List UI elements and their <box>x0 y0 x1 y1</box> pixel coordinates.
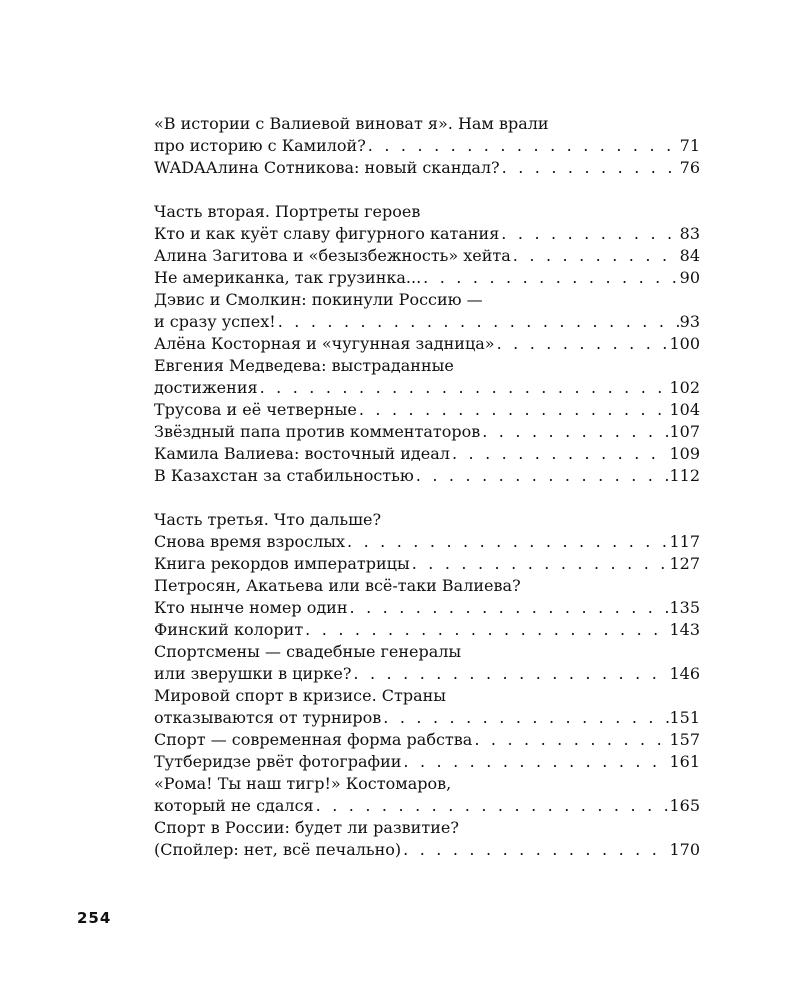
toc-page-number: 135 <box>669 598 700 617</box>
toc-entry-line <box>154 553 700 575</box>
toc-page-number: 170 <box>669 840 700 859</box>
toc-entry-title: В Казахстан за стабильностью <box>154 466 414 485</box>
toc-entry-title: Камила Валиева: восточный идеал <box>154 444 450 463</box>
toc-entry-line <box>154 157 700 179</box>
dot-leader <box>401 751 669 773</box>
toc-entry-line <box>154 333 700 355</box>
toc-entry-line <box>154 245 700 267</box>
toc-entry <box>154 773 700 817</box>
toc-page-number: 71 <box>679 136 700 155</box>
dot-leader <box>499 223 679 245</box>
toc-entry-line <box>154 619 700 641</box>
dot-leader <box>421 267 679 289</box>
toc-entry-title: и сразу успех! <box>154 312 276 331</box>
toc-entry-title: Дэвис и Смолкин: покинули Россию — <box>154 290 483 309</box>
toc-entry-title: Трусова и её четверные <box>154 400 357 419</box>
toc-page-number: 112 <box>669 466 700 485</box>
toc-entry-title: или зверушки в цирке? <box>154 664 352 683</box>
toc-entry-title: отказываются от турниров <box>154 708 382 727</box>
toc-page-number: 109 <box>669 444 700 463</box>
dot-leader <box>381 707 669 729</box>
dot-leader <box>495 333 670 355</box>
toc-entry <box>154 223 700 245</box>
toc-entry <box>154 465 700 487</box>
toc-entry-title: Алина Загитова и «безызбежность» хейта <box>154 246 511 265</box>
toc-entry <box>154 333 700 355</box>
toc-entry-title: Спортсмены — свадебные генералы <box>154 642 462 661</box>
toc-entry-line <box>154 377 700 399</box>
dot-leader <box>511 245 680 267</box>
toc-entry-line <box>154 597 700 619</box>
page-number: 254 <box>77 909 112 927</box>
toc-entry <box>154 685 700 729</box>
toc-page-number: 90 <box>679 268 700 287</box>
toc-entry-line <box>154 729 700 751</box>
toc-page-number: 93 <box>679 312 700 331</box>
section-gap <box>154 487 700 509</box>
dot-leader <box>303 619 669 641</box>
toc-entry-title: Снова время взрослых <box>154 532 346 551</box>
section-gap <box>154 179 700 201</box>
toc-entry <box>154 575 700 619</box>
toc-entry <box>154 355 700 399</box>
toc-entry <box>154 267 700 289</box>
toc-page-number: 104 <box>669 400 700 419</box>
toc-entry-title: Спорт в России: будет ли развитие? <box>154 818 459 837</box>
toc-entry-title: Книга рекордов императрицы <box>154 554 410 573</box>
toc-page-number: 161 <box>669 752 700 771</box>
toc-entry-title: Алёна Косторная и «чугунная задница» <box>154 334 495 353</box>
toc-entry-line <box>154 135 700 157</box>
toc-entry <box>154 289 700 333</box>
dot-leader <box>480 421 669 443</box>
toc-entry-line <box>154 465 700 487</box>
toc-page-number: 143 <box>669 620 700 639</box>
dot-leader <box>450 443 670 465</box>
dot-leader <box>258 377 670 399</box>
dot-leader <box>345 531 669 553</box>
section-title: Часть третья. Что дальше? <box>154 510 382 529</box>
dot-leader <box>348 597 670 619</box>
toc-entry-title: «В истории с Валиевой виноват я». Нам врали <box>154 114 549 133</box>
toc-page-number: 76 <box>679 158 700 177</box>
toc-entry-title: «Рома! Ты наш тигр!» Костомаров, <box>154 774 452 793</box>
toc-entry-title: Спорт — современная форма рабства <box>154 730 473 749</box>
toc-entry <box>154 751 700 773</box>
toc-entry-line <box>154 223 700 245</box>
toc-entry-line <box>154 707 700 729</box>
dot-leader <box>314 795 670 817</box>
toc-entry-line <box>154 751 700 773</box>
toc-entry <box>154 113 700 157</box>
dot-leader <box>401 839 669 861</box>
toc-entry-line <box>154 795 700 817</box>
toc-entry-title: про историю с Камилой? <box>154 136 366 155</box>
dot-leader <box>414 465 670 487</box>
toc-page-number: 146 <box>669 664 700 683</box>
toc-entry-title: Кто и как куёт славу фигурного катания <box>154 224 500 243</box>
toc-entry-title: Петросян, Акатьева или всё-таки Валиева? <box>154 576 521 595</box>
toc-page-number: 117 <box>669 532 700 551</box>
toc-section-heading <box>154 201 700 223</box>
toc-entry-line <box>154 267 700 289</box>
dot-leader <box>472 729 669 751</box>
dot-leader <box>276 311 680 333</box>
toc-page-number: 84 <box>679 246 700 265</box>
dot-leader <box>351 663 669 685</box>
toc-entry <box>154 421 700 443</box>
toc-entry-title: достижения <box>154 378 258 397</box>
section-title: Часть вторая. Портреты героев <box>154 202 421 221</box>
toc-entry-title: который не сдался <box>154 796 314 815</box>
toc-entry-title: Евгения Медведева: выстраданные <box>154 356 454 375</box>
toc-page-number: 157 <box>669 730 700 749</box>
toc-entry-title: Не американка, так грузинка... <box>154 268 422 287</box>
toc-entry-line <box>154 421 700 443</box>
toc-entry-title: Кто нынче номер один <box>154 598 348 617</box>
toc-page-number: 127 <box>669 554 700 573</box>
toc-entry-title: Мировой спорт в кризисе. Страны <box>154 686 447 705</box>
toc-entry <box>154 157 700 179</box>
toc-entry-title: Тутберидзе рвёт фотографии <box>154 752 402 771</box>
toc-entry-line <box>154 663 700 685</box>
toc-entry-line <box>154 531 700 553</box>
toc-page-number: 165 <box>669 796 700 815</box>
toc-entry-line <box>154 311 700 333</box>
toc-entry-line <box>154 443 700 465</box>
toc-page-number: 102 <box>669 378 700 397</box>
toc-entry <box>154 553 700 575</box>
toc-entry <box>154 399 700 421</box>
toc-entry-title: WADAАлина Сотникова: новый скандал? <box>154 158 500 177</box>
toc-entry-line <box>154 839 700 861</box>
toc-page-number: 107 <box>669 422 700 441</box>
toc-page-number: 100 <box>669 334 700 353</box>
toc-section-heading <box>154 509 700 531</box>
toc-entry <box>154 817 700 861</box>
toc-entry-title: (Спойлер: нет, всё печально) <box>154 840 402 859</box>
toc-entry <box>154 531 700 553</box>
toc-entry <box>154 245 700 267</box>
toc-entry <box>154 443 700 465</box>
dot-leader <box>366 135 680 157</box>
dot-leader <box>410 553 670 575</box>
toc-entry <box>154 729 700 751</box>
toc-entry-title: Звёздный папа против комментаторов <box>154 422 481 441</box>
dot-leader <box>357 399 670 421</box>
toc-entry-line <box>154 399 700 421</box>
toc-page-number: 83 <box>679 224 700 243</box>
toc-entry-title: Финский колорит <box>154 620 304 639</box>
toc-page-number: 151 <box>669 708 700 727</box>
dot-leader <box>500 157 680 179</box>
table-of-contents <box>154 113 700 861</box>
toc-entry <box>154 619 700 641</box>
toc-entry <box>154 641 700 685</box>
